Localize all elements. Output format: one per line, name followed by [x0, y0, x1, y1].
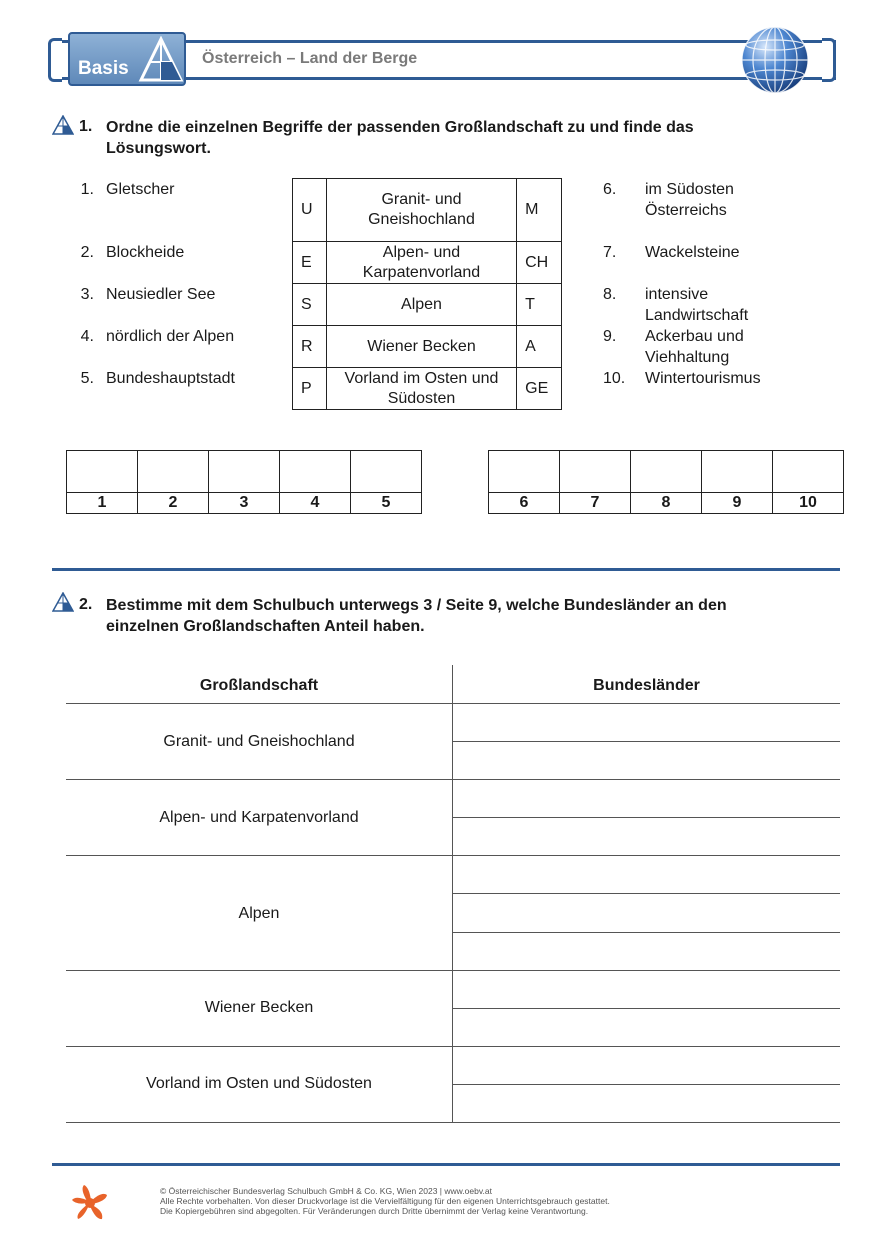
list-item: 10. Wintertourismus	[603, 370, 761, 387]
table-row	[293, 179, 562, 242]
writing-line[interactable]	[453, 1084, 840, 1085]
writing-line[interactable]	[453, 1008, 840, 1009]
writing-line[interactable]	[453, 817, 840, 818]
answer-boxes-right	[488, 450, 844, 514]
answer-box[interactable]	[209, 451, 280, 493]
box-number: 4	[280, 493, 351, 514]
landscape-label: Wiener Becken	[204, 999, 314, 1016]
landscape-cell: Granit- und Gneishochland	[326, 179, 516, 242]
letter-cell: S	[293, 284, 327, 326]
list-item: 8. intensive Landwirtschaft	[603, 286, 749, 324]
box-number: 7	[560, 493, 631, 514]
list-item: 6. im Südosten Österreichs	[603, 181, 734, 219]
basis-label: Basis	[78, 58, 129, 79]
letter-cell: A	[517, 326, 562, 368]
landscape-label: Vorland im Osten und Südosten	[146, 1075, 372, 1092]
box-number: 3	[209, 493, 280, 514]
table-row	[293, 326, 562, 368]
box-number: 8	[631, 493, 702, 514]
answer-box[interactable]	[351, 451, 422, 493]
landscape-label: Granit- und Gneishochland	[163, 733, 355, 750]
box-number: 1	[67, 493, 138, 514]
header-bracket-right	[822, 38, 836, 82]
landscape-cell: Alpen	[326, 284, 516, 326]
header-bracket-left	[48, 38, 62, 82]
list-item: 9. Ackerbau und Viehhaltung	[603, 328, 744, 366]
row-separator	[66, 703, 840, 704]
letter-cell: U	[293, 179, 327, 242]
writing-line[interactable]	[453, 741, 840, 742]
list-item: 7. Wackelsteine	[603, 244, 740, 261]
list-item: 2. Blockheide	[80, 244, 185, 261]
publisher-logo-icon	[70, 1183, 110, 1223]
letter-cell: R	[293, 326, 327, 368]
answer-box[interactable]	[702, 451, 773, 493]
answer-boxes-left	[66, 450, 422, 514]
list-item: 3. Neusiedler See	[80, 286, 216, 303]
table-row	[293, 242, 562, 284]
answer-box[interactable]	[280, 451, 351, 493]
list-item: 4. nördlich der Alpen	[80, 328, 235, 345]
page-title: Österreich – Land der Berge	[202, 50, 418, 67]
landscape-cell: Alpen- und Karpatenvorland	[326, 242, 516, 284]
footer-rights: Alle Rechte vorbehalten. Von dieser Druckvorlage ist die Vervielfältigung für den eigenen Unterrichtsgebrauch gestattet.	[160, 1196, 610, 1206]
landscape-cell: Wiener Becken	[326, 326, 516, 368]
answer-box[interactable]	[489, 451, 560, 493]
column-divider	[452, 665, 453, 1123]
row-separator	[66, 779, 840, 780]
answer-box[interactable]	[138, 451, 209, 493]
footer-divider	[52, 1163, 840, 1166]
writing-line[interactable]	[453, 932, 840, 933]
answer-box[interactable]	[773, 451, 844, 493]
box-number: 9	[702, 493, 773, 514]
answer-box[interactable]	[560, 451, 631, 493]
column-header-states: Bundesländer	[593, 677, 700, 694]
letter-cell: E	[293, 242, 327, 284]
basis-badge	[68, 32, 186, 86]
letter-cell: M	[517, 179, 562, 242]
row-separator	[66, 855, 840, 856]
task2-instruction-line2: einzelnen Großlandschaften Anteil haben.	[106, 618, 425, 635]
box-number: 6	[489, 493, 560, 514]
row-separator	[66, 1122, 840, 1123]
section-divider	[52, 568, 840, 571]
task2-instruction-line1: Bestimme mit dem Schulbuch unterwegs 3 / Seite 9, welche Bundesländer an den	[106, 597, 727, 614]
landscape-label: Alpen	[238, 905, 280, 922]
task1-instruction-line2: Lösungswort.	[106, 140, 211, 157]
landscape-cell: Vorland im Osten und Südosten	[326, 368, 516, 410]
level-pyramid-icon	[138, 36, 184, 84]
matching-table	[292, 178, 562, 410]
task-pyramid-icon	[52, 592, 74, 612]
row-separator	[66, 970, 840, 971]
answer-box[interactable]	[67, 451, 138, 493]
task2-number: 2.	[79, 596, 93, 613]
letter-cell: CH	[517, 242, 562, 284]
writing-line[interactable]	[453, 893, 840, 894]
box-number: 5	[351, 493, 422, 514]
table-row	[293, 284, 562, 326]
letter-cell: T	[517, 284, 562, 326]
footer-disclaimer: Die Kopiergebühren sind abgegolten. Für Veränderungen durch Dritte übernimmt der Verlag keine Verantwortung.	[160, 1206, 589, 1216]
column-header-landscape: Großlandschaft	[199, 677, 319, 694]
task1-number: 1.	[79, 118, 93, 135]
row-separator	[66, 1046, 840, 1047]
box-number: 10	[773, 493, 844, 514]
landscape-label: Alpen- und Karpatenvorland	[159, 809, 359, 826]
box-number: 2	[138, 493, 209, 514]
table-row	[293, 368, 562, 410]
letter-cell: GE	[517, 368, 562, 410]
footer-copyright: © Österreichischer Bundesverlag Schulbuch GmbH & Co. KG, Wien 2023 | www.oebv.at	[160, 1186, 492, 1196]
task-pyramid-icon	[52, 115, 74, 135]
answer-box[interactable]	[631, 451, 702, 493]
globe-icon	[740, 25, 810, 95]
list-item: 5. Bundeshauptstadt	[80, 370, 235, 387]
task1-instruction-line1: Ordne die einzelnen Begriffe der passenden Großlandschaft zu und finde das	[106, 119, 694, 136]
letter-cell: P	[293, 368, 327, 410]
list-item: 1. Gletscher	[80, 181, 175, 198]
